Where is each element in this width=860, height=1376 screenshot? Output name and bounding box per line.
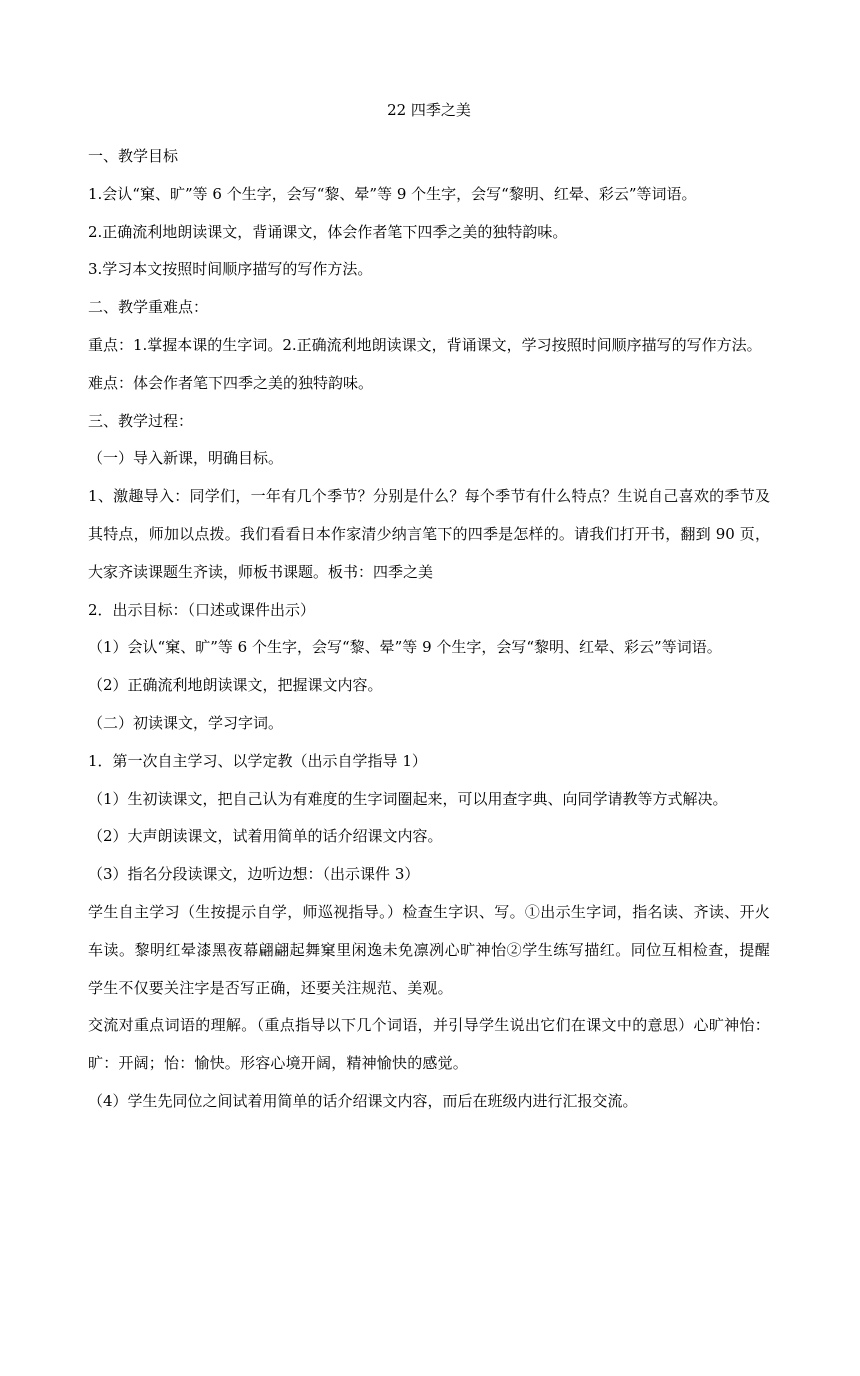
document-body [88, 100, 770, 1121]
document-title: 22 四季之美 [387, 101, 471, 119]
process-intro-text: 1、激趣导入：同学们，一年有几个季节？分别是什么？每个季节有什么特点？生说自己喜欢的季节及其特点，师加以点拨。我们看看日本作家清少纳言笔下的四季是怎样的。请我们打开书，翻到 90 页，大家齐读课题生齐读，师板书课题。板书：四季之美 [88, 487, 770, 581]
process-step-intro-heading: （一）导入新课，明确目标。 [88, 449, 284, 468]
self-study-item-3: （3）指名分段读课文，边听边想：（出示课件 3） [88, 865, 420, 884]
difficult-points-text: 难点：体会作者笔下四季之美的独特韵味。 [88, 373, 374, 392]
objective-item-2: 2.正确流利地朗读课文，背诵课文，体会作者笔下四季之美的独特韵味。 [88, 222, 568, 241]
section-heading-process: 三、教学过程： [88, 411, 194, 430]
goal-item-2: （2）正确流利地朗读课文，把握课文内容。 [88, 676, 383, 695]
self-study-item-1: （1）生初读课文，把自己认为有难度的生字词圈起来，可以用查字典、向同学请教等方式解决。 [88, 789, 728, 808]
goal-item-1: （1）会认“窠、旷”等 6 个生字，会写“黎、晕”等 9 个生字，会写“黎明、红晕、彩云”等词语。 [88, 638, 722, 657]
vocabulary-discussion-text: 交流对重点词语的理解。（重点指导以下几个词语，并引导学生说出它们在课文中的意思）心旷神怡：旷：开阔；怡：愉快。形容心境开阔，精神愉快的感觉。 [88, 1016, 770, 1073]
process-step-reading-heading: （二）初读课文，学习字词。 [88, 713, 284, 732]
objective-item-1: 1.会认“窠、旷”等 6 个生字，会写“黎、晕”等 9 个生字，会写“黎明、红晕、彩云”等词语。 [88, 184, 697, 203]
section-heading-key-points: 二、教学重难点： [88, 298, 209, 317]
self-study-item-4: （4）学生先同位之间试着用简单的话介绍课文内容，而后在班级内进行汇报交流。 [88, 1091, 638, 1110]
process-show-goals: 2．出示目标：（口述或课件出示） [88, 600, 316, 619]
key-points-text: 重点：1.掌握本课的生字词。2.正确流利地朗读课文，背诵课文，学习按照时间顺序描写的写作方法。 [88, 335, 762, 354]
self-study-item-2: （2）大声朗读课文，试着用简单的话介绍课文内容。 [88, 827, 443, 846]
self-study-heading: 1．第一次自主学习、以学定教（出示自学指导 1） [88, 751, 427, 770]
section-heading-objectives: 一、教学目标 [88, 147, 179, 165]
self-study-check-text: 学生自主学习（生按提示自学，师巡视指导。）检查生字识、写。①出示生字词，指名读、齐读、开火车读。黎明红晕漆黑夜幕翩翩起舞窠里闲逸未免凛冽心旷神怡②学生练写描红。同位互相检查，提醒学生不仅要关注字是否写正确，还要关注规范、美观。 [88, 902, 770, 997]
objective-item-3: 3.学习本文按照时间顺序描写的写作方法。 [88, 260, 373, 279]
